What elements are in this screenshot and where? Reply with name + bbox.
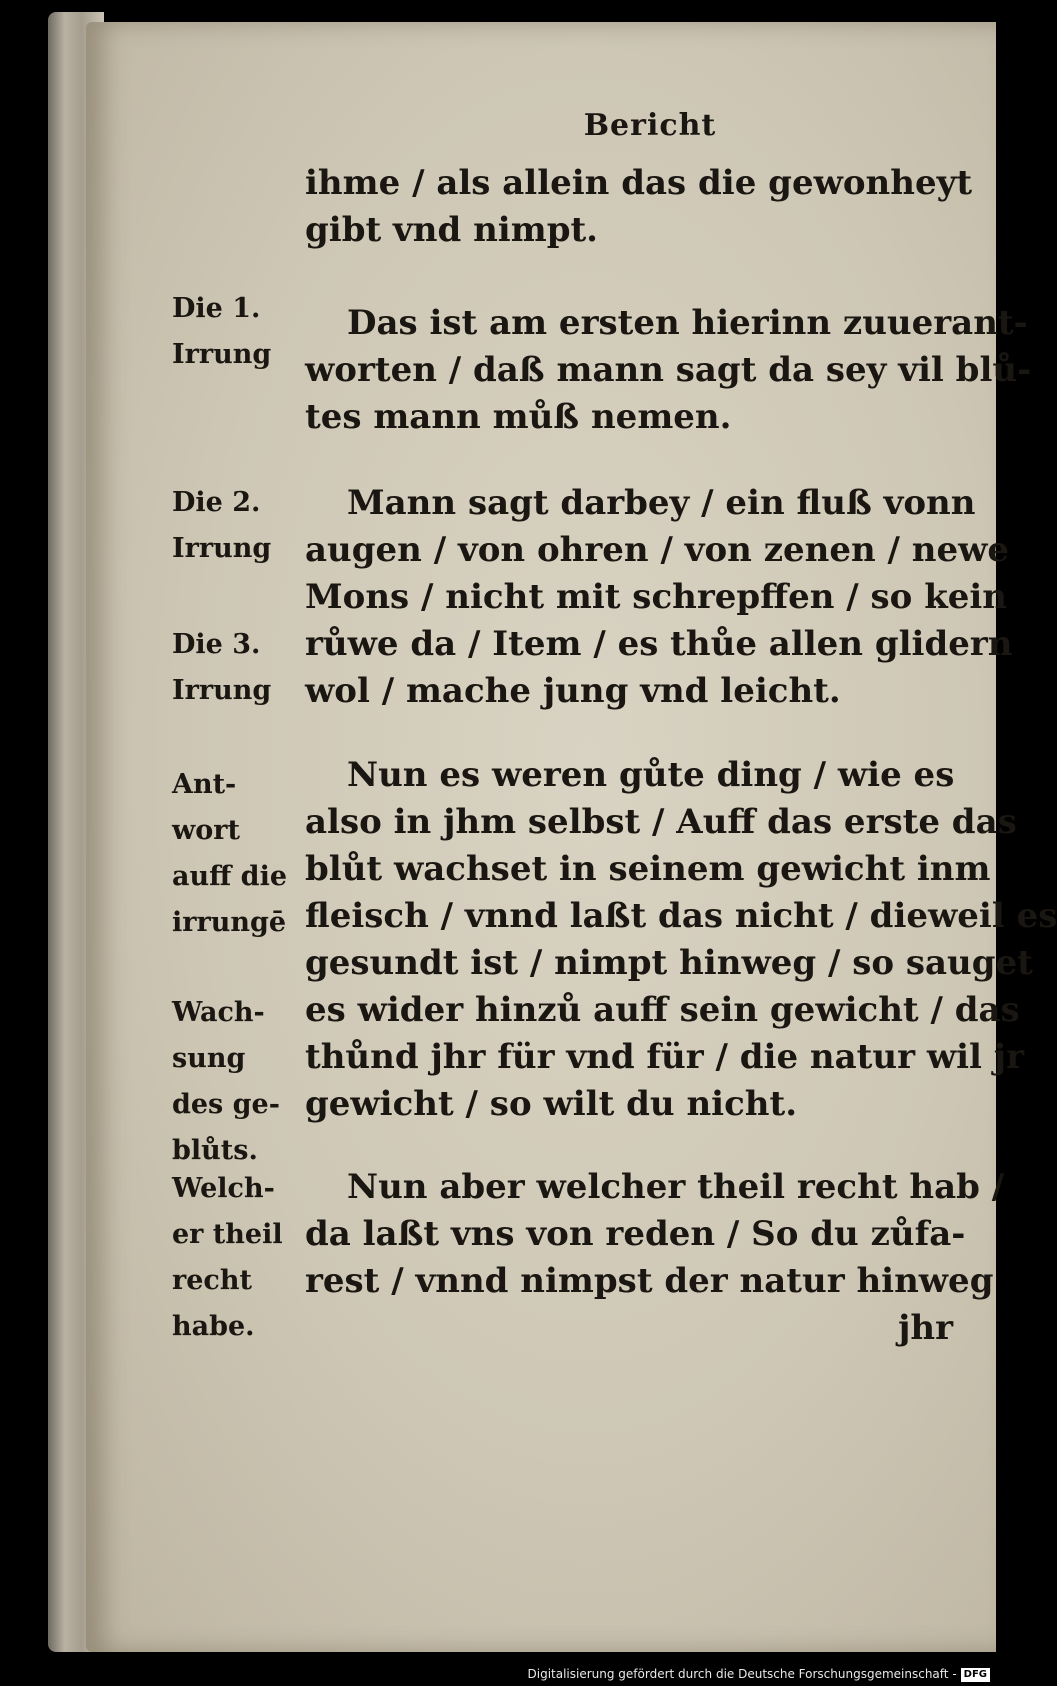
text-line: rest / vnnd nimpst der natur hinweg [305, 1261, 994, 1301]
text-line: thůnd jhr für vnd für / die natur wil jr [305, 1037, 1025, 1077]
text-line: fleisch / vnnd laßt das nicht / dieweil es [305, 896, 1057, 936]
margin-line: recht [172, 1265, 252, 1296]
text-line: Mann sagt darbey / ein fluß vonn [347, 483, 976, 523]
footer-text: Digitalisierung gefördert durch die Deutsche Forschungsgemeinschaft - [527, 1667, 957, 1681]
paragraph-2 [305, 300, 1032, 441]
margin-line: sung [172, 1043, 246, 1074]
text-line: augen / von ohren / von zenen / newe [305, 530, 1010, 570]
margin-line: habe. [172, 1311, 255, 1342]
margin-line: Irrung [172, 533, 272, 564]
text-line: tes mann můß nemen. [305, 397, 732, 437]
margin-line: Die 2. [172, 487, 261, 518]
margin-line: wort [172, 815, 240, 846]
margin-line: auff die [172, 861, 288, 892]
text-line: es wider hinzů auff sein gewicht / das [305, 990, 1020, 1030]
margin-note-irrung-1 [172, 286, 302, 378]
margin-line: Ant- [172, 769, 237, 800]
running-header: Bericht [583, 108, 717, 143]
margin-note-welcher-theil [172, 1166, 302, 1350]
text-line: also in jhm selbst / Auff das erste das [305, 802, 1017, 842]
dfg-logo: DFG [961, 1668, 990, 1682]
paragraph-3 [305, 480, 1013, 715]
margin-line: Irrung [172, 339, 272, 370]
text-line: da laßt vns von reden / So du zůfa- [305, 1214, 966, 1254]
text-line: Nun aber welcher theil recht hab / [347, 1167, 1005, 1207]
text-line: růwe da / Item / es thůe allen glidern [305, 624, 1013, 664]
margin-line: blůts. [172, 1135, 258, 1166]
margin-note-irrung-2 [172, 480, 302, 572]
digitization-footer [0, 1664, 990, 1686]
margin-line: des ge- [172, 1089, 280, 1120]
margin-note-wachsung [172, 990, 302, 1174]
paragraph-4 [305, 752, 1057, 1128]
text-line: worten / daß mann sagt da sey vil blů- [305, 350, 1032, 390]
margin-line: Wach- [172, 997, 265, 1028]
margin-line: Irrung [172, 675, 272, 706]
margin-note-irrung-3 [172, 622, 302, 714]
margin-note-antwort [172, 762, 302, 946]
text-line: gewicht / so wilt du nicht. [305, 1084, 798, 1124]
text-line: gesundt ist / nimpt hinweg / so sauget [305, 943, 1033, 983]
text-line: Nun es weren gůte ding / wie es [347, 755, 955, 795]
text-line: blůt wachset in seinem gewicht inm [305, 849, 991, 889]
margin-line: er theil [172, 1219, 283, 1250]
margin-line: Die 1. [172, 293, 261, 324]
catchword: jhr [898, 1308, 953, 1348]
text-line: gibt vnd nimpt. [305, 210, 599, 250]
paragraph-1 [305, 160, 973, 254]
paragraph-5 [305, 1164, 1005, 1352]
text-line: ihme / als allein das die gewonheyt [305, 163, 973, 203]
margin-line: Die 3. [172, 629, 261, 660]
margin-line: Welch- [172, 1173, 275, 1204]
margin-line: irrungē [172, 907, 287, 938]
text-line: Das ist am ersten hierinn zuuerant- [347, 303, 1028, 343]
text-line: Mons / nicht mit schrepffen / so kein [305, 577, 1008, 617]
text-line: wol / mache jung vnd leicht. [305, 671, 841, 711]
